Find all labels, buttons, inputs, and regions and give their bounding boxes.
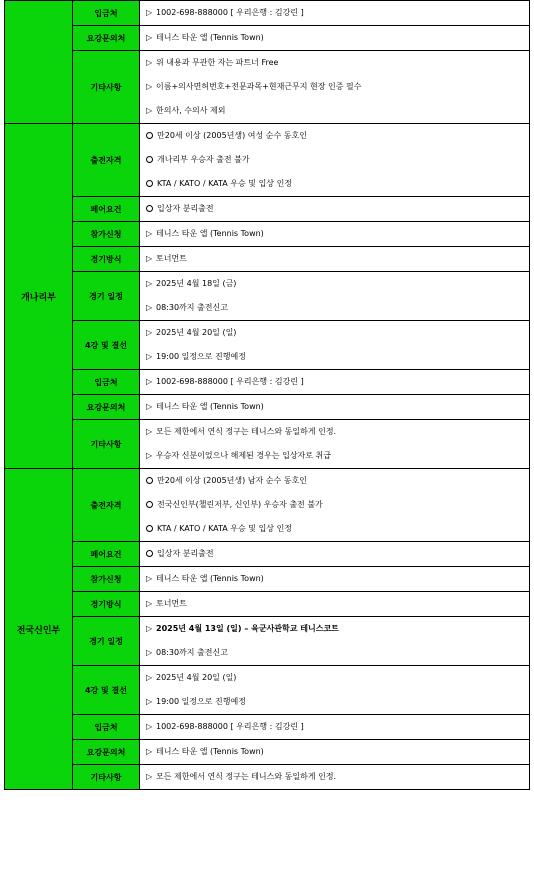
row-label: 입금처: [73, 370, 140, 395]
row-content: [140, 666, 530, 715]
triangle-bullet-icon: ▷: [146, 624, 153, 633]
section-title: 전국신인부: [5, 469, 73, 790]
row-label: 4강 및 결선: [73, 321, 140, 370]
triangle-bullet-icon: ▷: [146, 574, 153, 583]
content-line: [146, 75, 529, 99]
table-row: [5, 26, 530, 51]
table-row: [5, 321, 530, 370]
triangle-bullet-icon: ▷: [146, 279, 153, 288]
row-label: 입금처: [73, 715, 140, 740]
circle-bullet-icon: [146, 205, 153, 212]
triangle-bullet-icon: ▷: [146, 33, 153, 42]
line-text: 전국신인부(챌린저부, 신인부) 우승자 출전 불가: [157, 500, 323, 509]
line-text: 입상자 분리출전: [157, 549, 214, 558]
table-row: [5, 51, 530, 124]
triangle-bullet-icon: ▷: [146, 328, 153, 337]
line-text: 19:00 일정으로 진행예정: [156, 352, 246, 361]
content-line: [146, 222, 529, 246]
content-line: [146, 272, 529, 296]
content-line: [146, 517, 529, 541]
row-label: 페어요건: [73, 542, 140, 567]
table-row: [5, 666, 530, 715]
table-row: [5, 272, 530, 321]
row-content: [140, 395, 530, 420]
row-content: [140, 26, 530, 51]
row-content: [140, 715, 530, 740]
triangle-bullet-icon: ▷: [146, 648, 153, 657]
row-content: [140, 469, 530, 542]
section-title: [5, 1, 73, 124]
table-row: [5, 247, 530, 272]
line-text: 모든 제한에서 연식 정구는 테니스와 동일하게 인정.: [156, 772, 337, 781]
content-line: [146, 148, 529, 172]
triangle-bullet-icon: ▷: [146, 599, 153, 608]
triangle-bullet-icon: ▷: [146, 8, 153, 17]
line-text: 08:30까지 출전신고: [156, 303, 228, 312]
regulations-table: [4, 0, 530, 790]
table-row: [5, 1, 530, 26]
table-row: [5, 765, 530, 790]
table-row: [5, 370, 530, 395]
row-label: 출전자격: [73, 469, 140, 542]
row-label: 입금처: [73, 1, 140, 26]
content-line: [146, 765, 529, 789]
table-row: [5, 469, 530, 542]
table-row: [5, 715, 530, 740]
content-line: [146, 172, 529, 196]
circle-bullet-icon: [146, 550, 153, 557]
row-content: [140, 617, 530, 666]
section-title: 개나리부: [5, 124, 73, 469]
row-label: 요강문의처: [73, 395, 140, 420]
regulations-sheet: [4, 0, 530, 790]
row-content: [140, 370, 530, 395]
line-text: 1002-698-888000 [ 우리은행 : 김강린 ]: [156, 8, 304, 17]
row-label: 경기 일정: [73, 617, 140, 666]
line-text: 토너먼트: [156, 599, 187, 608]
row-content: [140, 420, 530, 469]
content-line: [146, 444, 529, 468]
triangle-bullet-icon: ▷: [146, 427, 153, 436]
triangle-bullet-icon: ▷: [146, 402, 153, 411]
row-label: 기타사항: [73, 765, 140, 790]
triangle-bullet-icon: ▷: [146, 377, 153, 386]
row-content: [140, 765, 530, 790]
line-text: 테니스 타운 앱 (Tennis Town): [156, 33, 264, 42]
row-label: 참가신청: [73, 567, 140, 592]
line-text: 만20세 이상 (2005년생) 여성 순수 동호인: [157, 131, 307, 140]
line-text: 2025년 4월 20일 (일): [156, 328, 237, 337]
line-text: 1002-698-888000 [ 우리은행 : 김강린 ]: [156, 722, 304, 731]
row-content: [140, 222, 530, 247]
line-text: 우승자 신분이었으나 해제된 경우는 입상자로 취급: [156, 451, 332, 460]
triangle-bullet-icon: ▷: [146, 303, 153, 312]
row-content: [140, 1, 530, 26]
line-text: 테니스 타운 앱 (Tennis Town): [156, 574, 264, 583]
content-line: [146, 567, 529, 591]
triangle-bullet-icon: ▷: [146, 58, 153, 67]
triangle-bullet-icon: ▷: [146, 82, 153, 91]
row-content: [140, 124, 530, 197]
content-line: [146, 99, 529, 123]
row-label: 참가신청: [73, 222, 140, 247]
triangle-bullet-icon: ▷: [146, 697, 153, 706]
content-line: [146, 469, 529, 493]
circle-bullet-icon: [146, 525, 153, 532]
row-content: [140, 321, 530, 370]
row-content: [140, 51, 530, 124]
content-line: [146, 641, 529, 665]
content-line: [146, 592, 529, 616]
circle-bullet-icon: [146, 132, 153, 139]
line-text: 입상자 분리출전: [157, 204, 214, 213]
content-line: [146, 420, 529, 444]
line-text: 모든 제한에서 연식 정구는 테니스와 동일하게 인정.: [156, 427, 337, 436]
content-line: [146, 197, 529, 221]
row-content: [140, 592, 530, 617]
triangle-bullet-icon: ▷: [146, 722, 153, 731]
line-text: 1002-698-888000 [ 우리은행 : 김강린 ]: [156, 377, 304, 386]
row-label: 경기 일정: [73, 272, 140, 321]
triangle-bullet-icon: ▷: [146, 352, 153, 361]
table-row: [5, 567, 530, 592]
content-line: [146, 617, 529, 641]
content-line: [146, 124, 529, 148]
line-text: KTA / KATO / KATA 우승 및 입상 인정: [157, 524, 293, 533]
row-label: 요강문의처: [73, 740, 140, 765]
line-text: 만20세 이상 (2005년생) 남자 순수 동호인: [157, 476, 307, 485]
line-text: 한의사, 수의사 제외: [156, 106, 226, 115]
triangle-bullet-icon: ▷: [146, 451, 153, 460]
triangle-bullet-icon: ▷: [146, 229, 153, 238]
table-row: [5, 740, 530, 765]
row-label: 요강문의처: [73, 26, 140, 51]
table-row: [5, 542, 530, 567]
row-content: [140, 247, 530, 272]
triangle-bullet-icon: ▷: [146, 106, 153, 115]
content-line: [146, 247, 529, 271]
content-line: [146, 666, 529, 690]
line-text: KTA / KATO / KATA 우승 및 입상 인정: [157, 179, 293, 188]
table-row: [5, 617, 530, 666]
content-line: [146, 51, 529, 75]
line-text: 토너먼트: [156, 254, 187, 263]
line-text: 2025년 4월 13일 (일) – 육군사관학교 테니스코트: [156, 624, 339, 633]
content-line: [146, 493, 529, 517]
content-line: [146, 26, 529, 50]
line-text: 2025년 4월 18일 (금): [156, 279, 237, 288]
row-content: [140, 197, 530, 222]
line-text: 테니스 타운 앱 (Tennis Town): [156, 747, 264, 756]
content-line: [146, 542, 529, 566]
circle-bullet-icon: [146, 156, 153, 163]
circle-bullet-icon: [146, 180, 153, 187]
line-text: 위 내용과 무관한 자는 파트너 Free: [156, 58, 279, 67]
row-content: [140, 740, 530, 765]
content-line: [146, 370, 529, 394]
content-line: [146, 345, 529, 369]
content-line: [146, 690, 529, 714]
content-line: [146, 296, 529, 320]
line-text: 테니스 타운 앱 (Tennis Town): [156, 402, 264, 411]
row-content: [140, 272, 530, 321]
line-text: 개나리부 우승자 출전 불가: [157, 155, 250, 164]
table-row: [5, 222, 530, 247]
circle-bullet-icon: [146, 477, 153, 484]
content-line: [146, 321, 529, 345]
line-text: 테니스 타운 앱 (Tennis Town): [156, 229, 264, 238]
triangle-bullet-icon: ▷: [146, 254, 153, 263]
row-label: 경기방식: [73, 592, 140, 617]
triangle-bullet-icon: ▷: [146, 673, 153, 682]
table-row: [5, 197, 530, 222]
line-text: 19:00 일정으로 진행예정: [156, 697, 246, 706]
content-line: [146, 395, 529, 419]
row-label: 기타사항: [73, 420, 140, 469]
content-line: [146, 740, 529, 764]
table-row: [5, 124, 530, 197]
line-text: 2025년 4월 20일 (일): [156, 673, 237, 682]
line-text: 08:30까지 출전신고: [156, 648, 228, 657]
row-label: 경기방식: [73, 247, 140, 272]
circle-bullet-icon: [146, 501, 153, 508]
table-row: [5, 395, 530, 420]
row-label: 4강 및 결선: [73, 666, 140, 715]
row-label: 출전자격: [73, 124, 140, 197]
row-content: [140, 542, 530, 567]
triangle-bullet-icon: ▷: [146, 747, 153, 756]
content-line: [146, 715, 529, 739]
table-row: [5, 420, 530, 469]
triangle-bullet-icon: ▷: [146, 772, 153, 781]
table-row: [5, 592, 530, 617]
row-label: 기타사항: [73, 51, 140, 124]
line-text: 이름+의사면허번호+전문과목+현재근무지 현장 인증 필수: [156, 82, 362, 91]
content-line: [146, 1, 529, 25]
row-label: 페어요건: [73, 197, 140, 222]
row-content: [140, 567, 530, 592]
